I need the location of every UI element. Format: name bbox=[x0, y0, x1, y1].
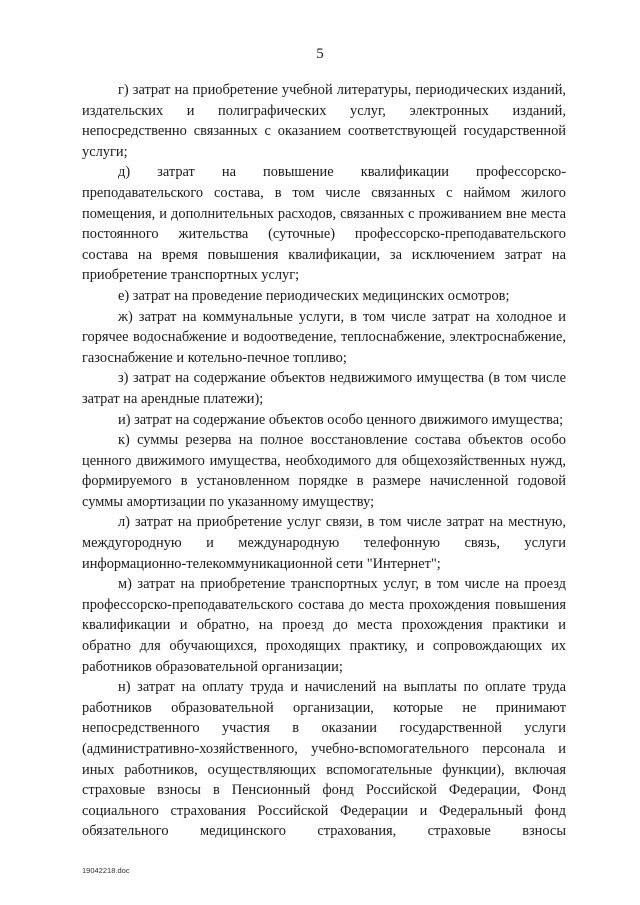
list-item-n: н) затрат на оплату труда и начислений на выплаты по оплате труда работников образовательной организации, которые не принимают непосредственного участия в оказании государственной услуги (административно-хозяйственного, учебно-вспомогательного персонала и иных работников, осуществляющих вспомогательные функции), включая страховые взносы в Пенсионный фонд Российской Федерации, Фонд социального страхования Российской Федерации и Федеральный фонд обязательного медицинского страхования, страховые взносы bbox=[82, 679, 566, 840]
list-item-i: и) затрат на содержание объектов особо ценного движимого имущества; bbox=[118, 411, 564, 428]
footer-filename: 19042218.doc bbox=[82, 866, 130, 875]
list-item-z: з) затрат на содержание объектов недвижимого имущества (в том числе затрат на арендные платежи); bbox=[82, 370, 566, 407]
list-item-g: г) затрат на приобретение учебной литературы, периодических изданий, издательских и полиграфических услуг, электронных изданий, непосредственно связанных с оказанием соответствующей государственной услуги; bbox=[82, 82, 566, 160]
list-item-zh: ж) затрат на коммунальные услуги, в том числе затрат на холодное и горячее водоснабжение и водоотведение, теплоснабжение, электроснабжение, газоснабжение и котельно-печное топливо; bbox=[82, 308, 566, 366]
list-item-e: е) затрат на проведение периодических медицинских осмотров; bbox=[118, 287, 510, 304]
page-number: 5 bbox=[316, 46, 324, 62]
list-item-k: к) суммы резерва на полное восстановление состава объектов особо ценного движимого имущества, необходимого для общехозяйственных нужд, формируемого в установленном порядке в размере начисленной годовой суммы амортизации по указанному имуществу; bbox=[82, 432, 566, 510]
list-item-m: м) затрат на приобретение транспортных услуг, в том числе на проезд профессорско-преподавательского состава до места прохождения повышения квалификации и обратно, на проезд до места прохождения практики и обратно для обучающихся, проходящих практику, и сопровождающих их работников образовательной организации; bbox=[82, 576, 566, 675]
list-item-d: д) затрат на повышение квалификации профессорско-преподавательского состава, в том числе связанных с наймом жилого помещения, и дополнительных расходов, связанных с проживанием вне места постоянного жительства (суточные) профессорско-преподавательского состава на время повышения квалификации, за исключением затрат на приобретение транспортных услуг; bbox=[82, 164, 566, 284]
document-body bbox=[82, 80, 566, 842]
list-item-l: л) затрат на приобретение услуг связи, в том числе затрат на местную, междугородную и международную телефонную связь, услуги информационно-телекоммуникационной сети "Интернет"; bbox=[82, 514, 566, 572]
